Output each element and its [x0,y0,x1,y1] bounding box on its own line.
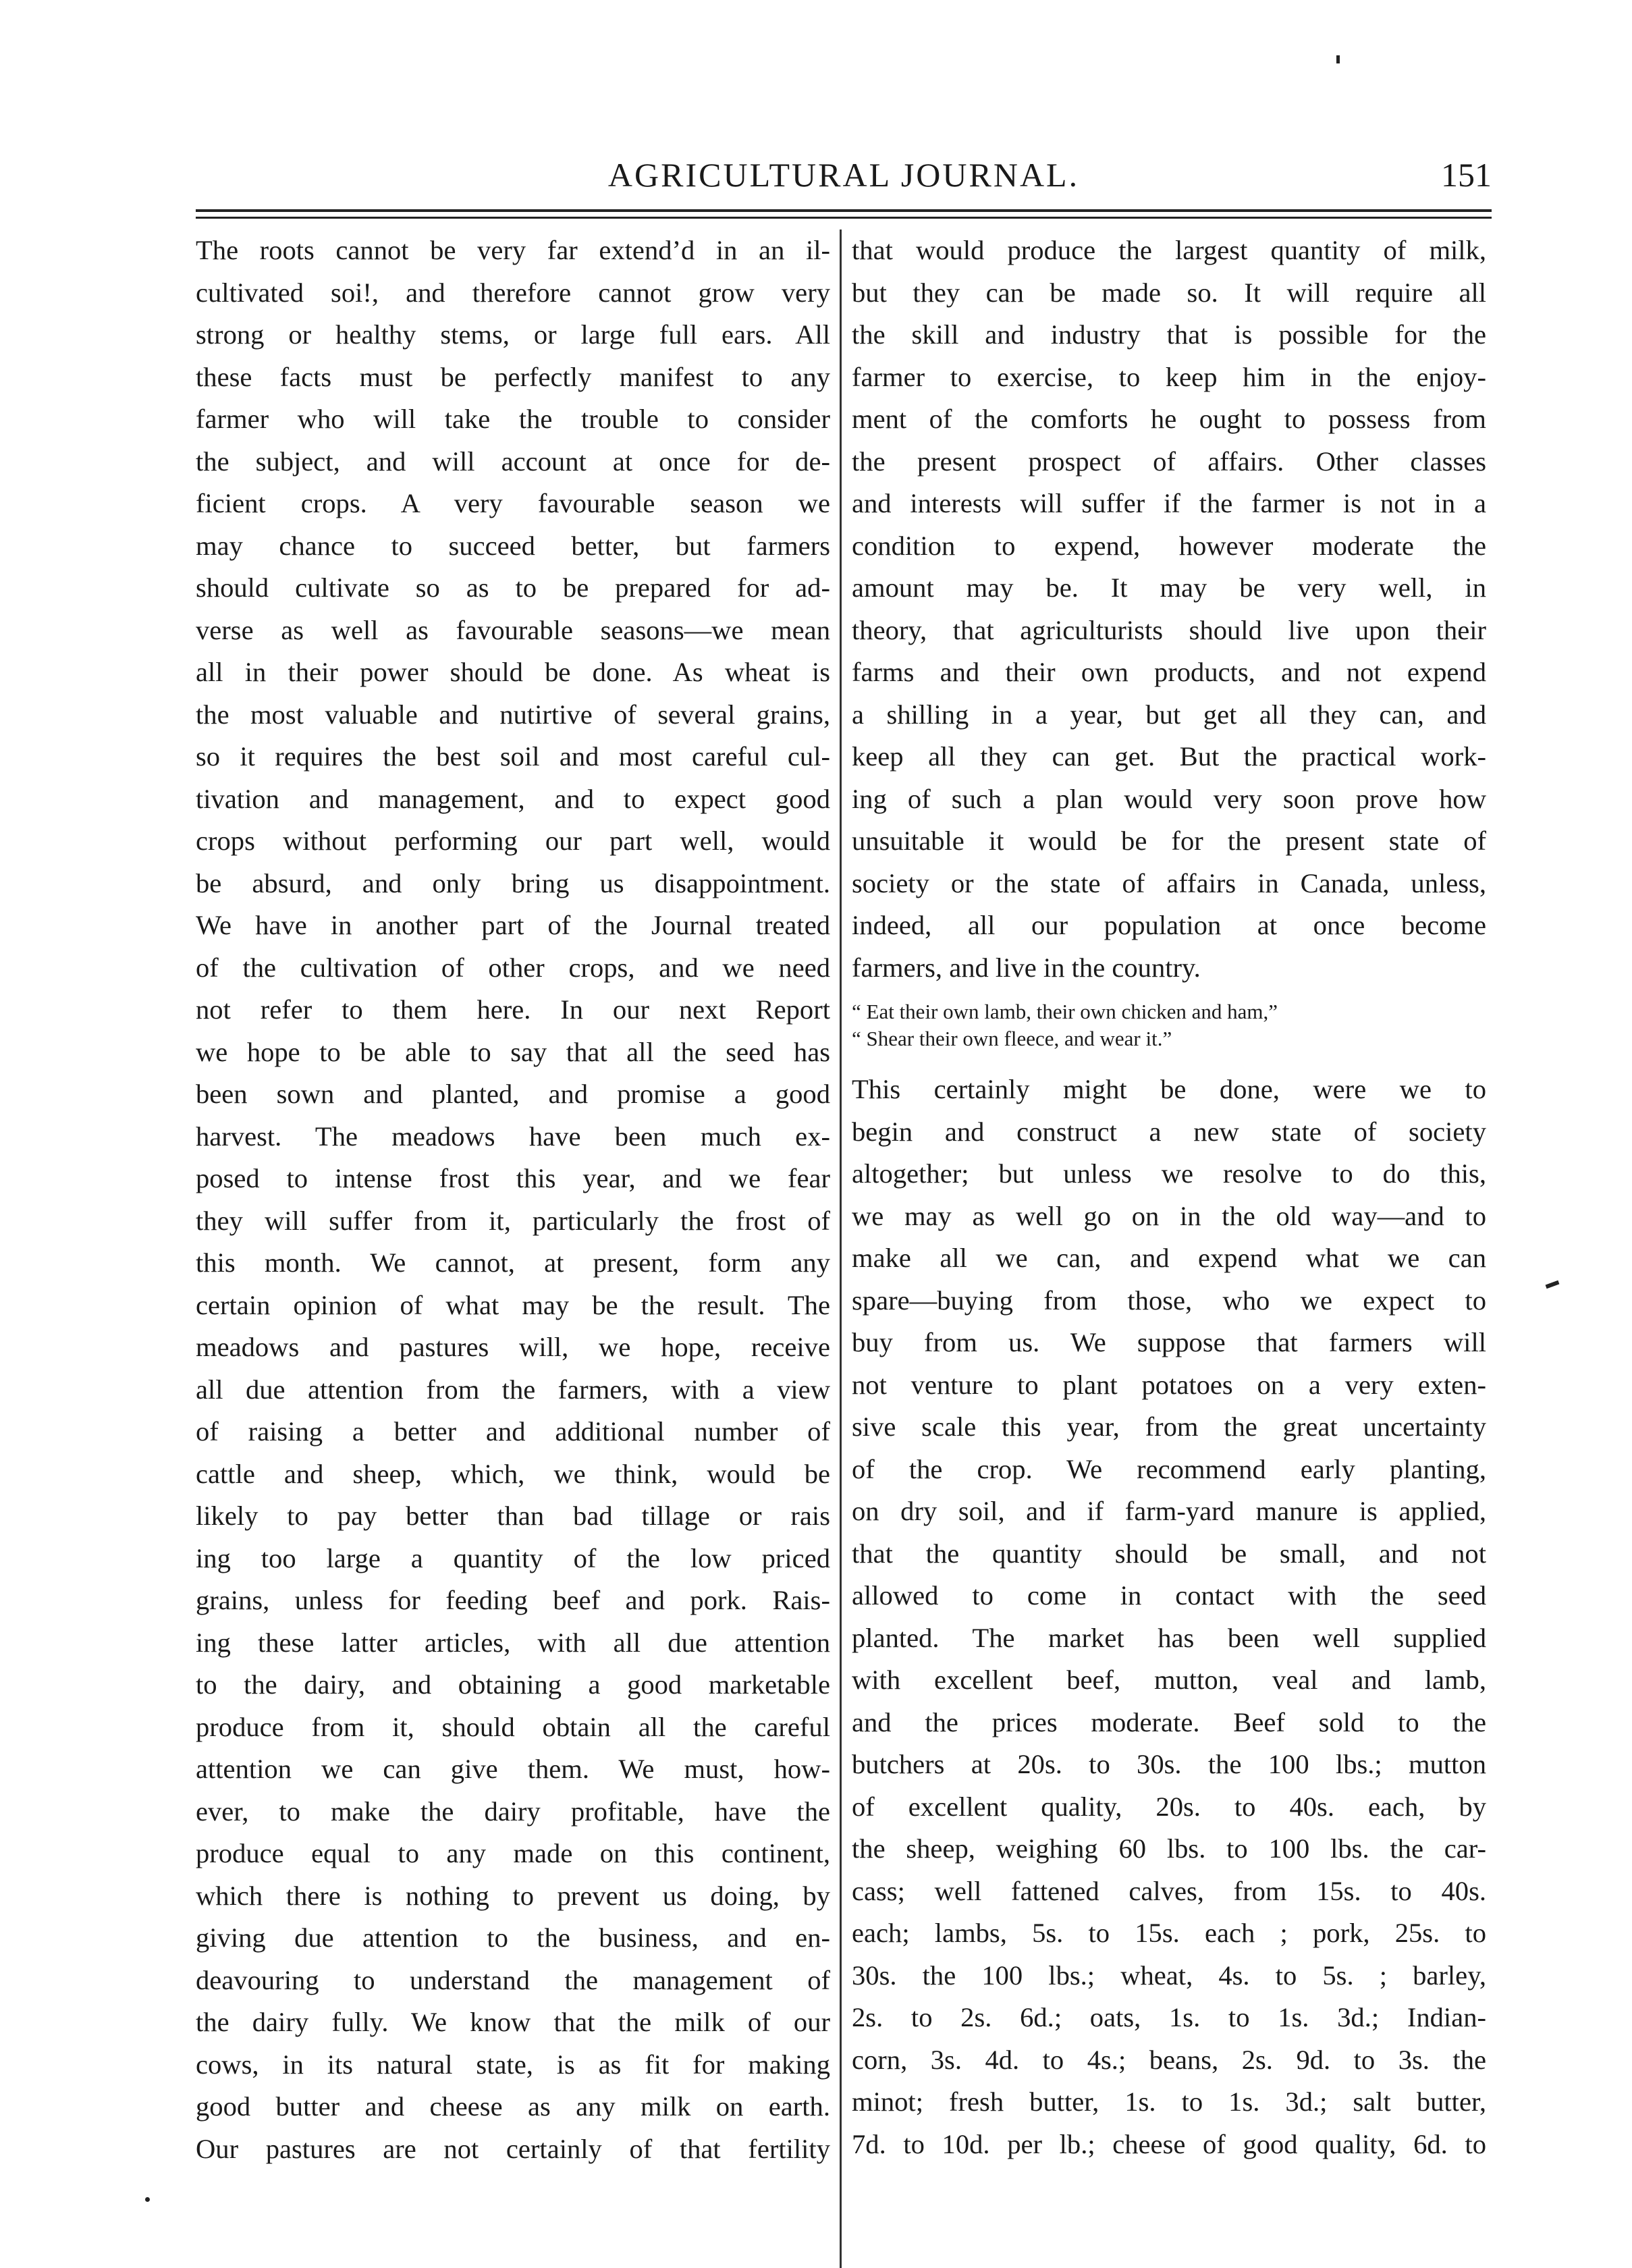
text-line: ing too large a quantity of the low priced [196,1542,830,1573]
text-line: minot; fresh butter, 1s. to 1s. 3d.; salt butter, [852,2086,1486,2117]
quote-line: “ Shear their own fleece, and wear it.” [852,1027,1172,1050]
stray-ink-mark-top [1336,55,1340,63]
text-line: of raising a better and additional number of [196,1416,830,1447]
text-line: good butter and cheese as any milk on earth. [196,2091,830,2122]
text-line: they will suffer from it, particularly the frost of [196,1205,830,1236]
text-line: farmers, and live in the country. [852,952,1201,983]
text-line: this month. We cannot, at present, form any [196,1247,830,1278]
text-line: of the crop. We recommend early planting, [852,1453,1486,1484]
text-line: but they can be made so. It will require all [852,277,1486,308]
text-line: cattle and sheep, which, we think, would be [196,1458,830,1489]
text-line: ment of the comforts he ought to possess from [852,404,1486,434]
text-line: sive scale this year, from the great uncertainty [852,1411,1486,1442]
text-line: a shilling in a year, but get all they can, and [852,699,1486,730]
text-line: and interests will suffer if the farmer is not in a [852,488,1486,518]
text-line: unsuitable it would be for the present state of [852,826,1486,856]
text-line: ficient crops. A very favourable season we [196,488,830,518]
text-line: crops without performing our part well, would [196,826,830,856]
text-line: with excellent beef, mutton, veal and lamb, [852,1665,1486,1695]
text-line: 2s. to 2s. 6d.; oats, 1s. to 1s. 3d.; Indian- [852,2002,1486,2032]
text-line: we hope to be able to say that all the seed has [196,1036,830,1067]
text-line: and the prices moderate. Beef sold to the [852,1706,1486,1737]
running-head [196,155,1492,202]
stray-ink-mark-bottom [145,2197,150,2202]
text-line: Our pastures are not certainly of that fertility [196,2133,830,2164]
text-line: planted. The market has been well supplied [852,1622,1486,1653]
text-line: indeed, all our population at once become [852,910,1486,940]
text-line: these facts must be perfectly manifest to any [196,361,830,392]
text-line: that the quantity should be small, and not [852,1538,1486,1569]
text-line: ever, to make the dairy profitable, have the [196,1796,830,1827]
text-line: the dairy fully. We know that the milk of our [196,2007,830,2037]
text-line: tivation and management, and to expect good [196,783,830,814]
text-line: the present prospect of affairs. Other classes [852,446,1486,477]
text-line: of excellent quality, 20s. to 40s. each, by [852,1791,1486,1822]
text-line: meadows and pastures will, we hope, receive [196,1332,830,1362]
text-line: be absurd, and only bring us disappointment. [196,867,830,898]
text-line: been sown and planted, and promise a good [196,1079,830,1109]
text-line: 7d. to 10d. per lb.; cheese of good quality, 6d. to [852,2128,1486,2159]
text-line: farmer who will take the trouble to consider [196,404,830,434]
text-line: society or the state of affairs in Canada, unless, [852,867,1486,898]
stray-ink-mark-margin [1546,1280,1560,1289]
text-line: that would produce the largest quantity of milk, [852,235,1486,265]
text-line: each; lambs, 5s. to 15s. each ; pork, 25s. to [852,1918,1486,1948]
text-line: cultivated soi!, and therefore cannot grow very [196,277,830,308]
text-line: all in their power should be done. As wheat is [196,657,830,687]
verse-quotation [852,998,1486,1052]
text-line: make all we can, and expend what we can [852,1243,1486,1273]
text-line: We have in another part of the Journal treated [196,910,830,940]
text-line: giving due attention to the business, and en- [196,1922,830,1953]
text-line: spare—buying from those, who we expect to [852,1285,1486,1316]
text-line: not venture to plant potatoes on a very exten- [852,1369,1486,1400]
text-line: certain opinion of what may be the result. The [196,1289,830,1320]
text-line: verse as well as favourable seasons—we mean [196,614,830,645]
text-line: of the cultivation of other crops, and we need [196,952,830,983]
text-line: farmer to exercise, to keep him in the enjoy- [852,361,1486,392]
text-line: The roots cannot be very far extend’d in an il- [196,235,830,265]
text-line: begin and construct a new state of society [852,1116,1486,1147]
text-line: attention we can give them. We must, how- [196,1754,830,1784]
text-line: amount may be. It may be very well, in [852,572,1486,603]
text-line: to the dairy, and obtaining a good marketable [196,1669,830,1700]
text-line: farms and their own products, and not expend [852,657,1486,687]
text-line: buy from us. We suppose that farmers will [852,1327,1486,1357]
quote-line: “ Eat their own lamb, their own chicken and ham,” [852,1000,1278,1023]
text-line: deavouring to understand the management of [196,1964,830,1995]
text-line: keep all they can get. But the practical work- [852,741,1486,772]
text-line: cass; well fattened calves, from 15s. to 40s. [852,1875,1486,1906]
header-rule [196,209,1492,219]
text-line: harvest. The meadows have been much ex- [196,1120,830,1152]
text-line: ing of such a plan would very soon prove how [852,783,1486,814]
text-line: condition to expend, however moderate the [852,530,1486,561]
text-line: ing these latter articles, with all due attention [196,1627,830,1658]
text-line: not refer to them here. In our next Report [196,994,830,1025]
text-line: corn, 3s. 4d. to 4s.; beans, 2s. 9d. to 3s. the [852,2044,1486,2075]
text-line: theory, that agriculturists should live upon their [852,614,1486,645]
text-line: the most valuable and nutirtive of several grains, [196,699,830,730]
text-line: likely to pay better than bad tillage or rais [196,1501,830,1531]
text-line: the skill and industry that is possible for the [852,319,1486,350]
right-column [852,230,1486,2165]
column-rule [840,230,842,2268]
text-line: we may as well go on in the old way—and to [852,1200,1486,1231]
text-line: which there is nothing to prevent us doing, by [196,1880,830,1911]
text-line: should cultivate so as to be prepared for ad- [196,572,830,603]
text-line: This certainly might be done, were we to [852,1074,1486,1104]
text-line: allowed to come in contact with the seed [852,1580,1486,1611]
text-line: grains, unless for feeding beef and pork. Rais- [196,1585,830,1615]
text-line: butchers at 20s. to 30s. the 100 lbs.; mutton [852,1749,1486,1779]
text-line: posed to intense frost this year, and we fear [196,1163,830,1193]
text-line: the subject, and will account at once for de- [196,446,830,477]
running-title: AGRICULTURAL JOURNAL. [607,156,1080,194]
text-line: may chance to succeed better, but farmers [196,530,830,561]
text-line: altogether; but unless we resolve to do this, [852,1158,1486,1189]
text-line: the sheep, weighing 60 lbs. to 100 lbs. the car- [852,1833,1486,1864]
text-line: produce from it, should obtain all the careful [196,1711,830,1742]
text-line: so it requires the best soil and most careful cul- [196,741,830,772]
left-column [196,230,830,2170]
text-line: on dry soil, and if farm-yard manure is applied, [852,1496,1486,1526]
page-number: 151 [1441,156,1492,194]
text-line: produce equal to any made on this continent, [196,1838,830,1868]
text-line: strong or healthy stems, or large full ears. All [196,319,830,350]
text-line: all due attention from the farmers, with a view [196,1374,830,1405]
text-line: 30s. the 100 lbs.; wheat, 4s. to 5s. ; barley, [852,1960,1486,1991]
text-line: cows, in its natural state, is as fit for making [196,2049,830,2080]
